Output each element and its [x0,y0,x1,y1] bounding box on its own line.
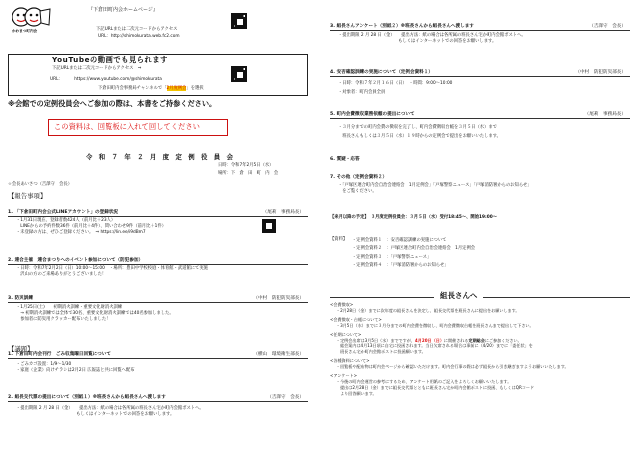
agenda-1-header: 1. 下倉田町内会刊行 ごみ収集曜日回覧について （横山 環境衛生部長） [8,352,308,359]
youtube-qr-code[interactable] [231,66,247,82]
right-column [322,0,640,453]
next-meeting: 【来月以降の予定】 ３月度定例役員会：３月５日（水）受付18:45～、開始19:00～ [330,215,497,220]
item-7-body: ・「戸塚区連合町内会自治会連絡会 1月定例会」「戸塚警察ニュース」「戸塚消防署からのお知らせ」 をご覧ください。 [338,183,532,194]
homepage-url[interactable]: URL：http://shimokurata.web.fc2.com [98,34,180,39]
report-2-header: 2. 連合主催 連合まつりへのイベント参加について（防犯参加） [8,258,308,265]
item-3-body: ・提出期限 2 月 28 日（金） 提出方法：紙の場合は各所属の班長さん宅か町内会館ポストへ。 もしくはインターネットでの回答をお願いします。 [338,33,526,44]
meeting-place: 場所：下 倉 田 町 内 会 [218,171,279,176]
youtube-channel-note: 下倉田町内会事務局チャンネルで「2月度例会」を選択 [98,86,204,91]
left-column [0,0,318,453]
youtube-title: YouTubeの動画でも見られます [52,55,168,64]
agenda-1-body: ・ごみカゴ設置：1/9～1/30 ・家庭（企業）向けチラシは2月2日 広報誌と共に回覧へ配布 [16,362,135,373]
item-6-header: 6. 質疑・応答 [330,157,360,162]
no-reply-notice: この資料は、回覧板に入れて回してください [54,122,200,131]
logo-caption: かわまつ町内会 [12,29,38,33]
item-7-header: 7. その他（定例会資料２） [330,175,388,180]
agenda-heading: 【議題】 [8,345,34,353]
homepage-qr-code[interactable] [231,13,247,29]
greeting: ☆会長あいさつ（吉澤守 会長） [8,182,73,187]
item-3-header: 3. 組長さんアンケート（別紙２）※班長さんから組長さんへ渡します （吉澤守 会長） [330,24,630,31]
meeting-date: 日時：令和7年2月5日（水） [218,163,274,168]
youtube-url-label: URL： [50,77,63,82]
item-5-body: ・３月分までの町内会費の徴収を完了し、町内会費徴収台帳を３月５日（水）まで 班長さんもしくは３月５日（水）１９時からの定例会で提出をお願いいたします。 [338,125,501,139]
materials-label: 【資料】 [330,237,348,242]
mascot-icon [12,5,52,29]
line-qr-code[interactable] [262,219,276,233]
homepage-title: 『下倉田町内会ホームページ』 [88,7,158,13]
materials-list: ・定例会資料１ ：安否確認訓練の実施について ・定例会資料２ ：戸塚区連合町内会自治会連絡会 1月定例会 ・定例会資料３ ：「戸塚警察ニュース」 ・定例会資料４ ：「戸塚消防署からのお知らせ」 [352,238,476,268]
kumicho-body: <会費徴収> ・2月28日（金）までに次年度の組長さんを決定し、組長交代票を班長さんに提出をお願いします。 <会費徴収・台帳について> ・3月5日（水）までに３月分までの町内会費を徴収し、町内会費徴収台帳を班長さんまで提出して下さい。 <任期について> ・定例会出席は3月5日（水）までですが、4月20日（日）に開催される定期総会にご参加ください。 総会案内は4月13日頃に自宅に投函されます。当日欠席される場合は事前に（4/20）までに「委任状」を 班長さん宅か町内会館ポストに投函願います。 <各種資料について> ・回覧板や配布物は町内会ページから確認いただけます。町内会行事の際は必ず組長から引き継ぎますようお願いいたします。 <アンケート> ・今後の町内会運営の参考にするため、アンケート用紙のご記入をよろしくお願いいたします。 提出は2月28日（金）までに組長交代票とともに班長さん宅か町内会館ポストに投函、もしくはQRコード より回答願います。 [330,302,569,396]
meeting-title: 令 和 ７ 年 ２ 月 度 定 例 役 員 会 [86,153,233,161]
youtube-url[interactable]: https://www.youtube.com/@shimokurata [74,77,162,82]
item-5-header: 5. 町内会費徴収業務依頼の提出について （尾莉 事務局長） [330,112,630,119]
item-4-body: ・日時：令和７年２月１６日（日） ・時間：9:00～10:00 ・対象者：町内会員全員 [338,81,453,95]
report-heading: 【報告事項】 [8,192,47,200]
bring-notice: ※会館での定例役員会へご参加の際は、本書をご持参ください。 [8,99,217,108]
youtube-note: 下記URLまたは二次元コードからアクセス ⇒ [52,66,142,71]
report-2-body: ・日時：令和7年2月2日（日）10:00～15:00 ・場所：豊田中学校校庭・体育館・武道館にて実施 沢山の方のご来場ありがとうございました！ [16,266,208,277]
agenda-2-header: 2. 組長交代票の提出について（別紙１）※班長さんから組長さんへ渡します （吉澤守 会長） [8,395,308,402]
channel-highlight: 2月度例会 [166,86,187,91]
report-3-header: 3. 防災訓練 （中村 防犯防災部長） [8,296,308,303]
general-meeting-label: 定期総会 [468,337,485,343]
report-1-header: 1. 「下倉田町内会公式LINEアカウント」の登録状況 （尾莉 事務局長） [8,210,308,217]
general-meeting-date: 4月20日（日） [414,337,444,343]
town-logo [12,5,52,35]
homepage-qr-note: 下記URLまたは二次元コードからアクセス [96,27,178,32]
agenda-2-body: ・提出期限 2 月 28 日（金） 提出方法：紙の場合は各所属の班長さん宅か町内会館ポストへ。 もしくはインターネットでの回答をお願いします。 [16,406,204,417]
item-4-header: 4. 安否確認訓練の実施について（定例会資料１） （中村 防犯防災部長） [330,70,630,77]
kumicho-title: 組長さんへ [434,290,483,301]
report-3-body: ・1月25日(土) 初期消火訓練・重要文化財消火訓練 → 初期消火訓練では全体で30名、重要文化財消火訓練では40名参加しました。 参加者に防災用クラッカー配布いたしました！ [16,305,174,322]
report-1-body: ・1月31日現在、登録者数424人（前月比＋23人） LINEからの予約件数36件（前月比＋4件）、問い合わせ9件（前月比＋1件） ・未登録の方は、ぜひご登録ください。 ⇒ https://lin.ee/i9dBm7 [16,218,167,235]
